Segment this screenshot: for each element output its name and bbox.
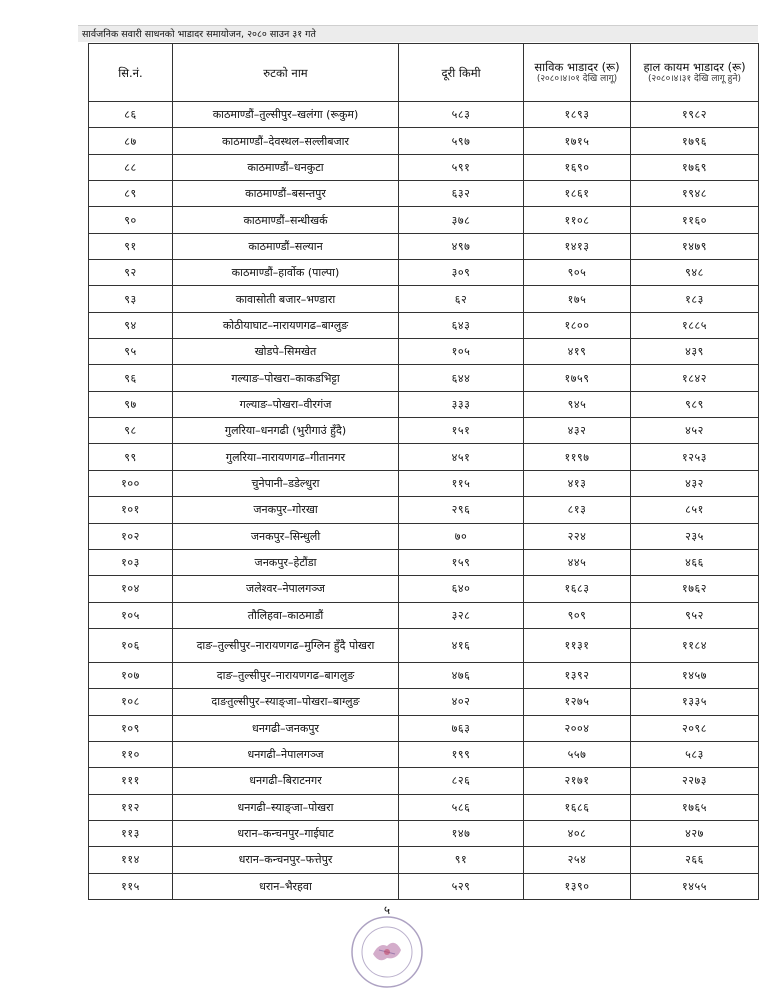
old-fare-note: (२०८०।४।०१ देखि लागू) [536, 74, 618, 84]
cell-route: धरान–कन्चनपुर–फत्तेपुर [173, 847, 399, 873]
new-fare-note: (२०८०।४।३१ देखि लागू हुने) [648, 74, 741, 84]
cell-sn: ११२ [89, 794, 173, 820]
cell-route: काठमाण्डौं–सन्धीखर्क [173, 207, 399, 233]
cell-distance: ९१ [399, 847, 524, 873]
cell-new-fare: २२७३ [631, 768, 759, 794]
cell-route: काठमाण्डौं–देवस्थल–सल्लीबजार [173, 128, 399, 154]
fare-table [88, 43, 759, 900]
cell-distance: ६४० [399, 576, 524, 602]
cell-sn: ९१ [89, 233, 173, 259]
cell-distance: ७६३ [399, 715, 524, 741]
cell-old-fare: १८९३ [524, 102, 631, 128]
cell-distance: ५२९ [399, 873, 524, 899]
cell-route: कावासोती बजार–भण्डारा [173, 286, 399, 312]
cell-sn: १०० [89, 470, 173, 496]
cell-route: जनकपुर–गोरखा [173, 497, 399, 523]
cell-new-fare: १४७९ [631, 233, 759, 259]
cell-old-fare: १६८६ [524, 794, 631, 820]
table-row [89, 689, 759, 715]
cell-distance: १९९ [399, 741, 524, 767]
cell-new-fare: १७६५ [631, 794, 759, 820]
cell-sn: १०६ [89, 628, 173, 662]
table-row [89, 286, 759, 312]
cell-new-fare: ९४८ [631, 260, 759, 286]
cell-distance: ५९१ [399, 154, 524, 180]
cell-route: गुलरिया–धनगढी (भुरीगाउं हुँदै) [173, 418, 399, 444]
table-row [89, 662, 759, 688]
cell-new-fare: ९८९ [631, 391, 759, 417]
cell-sn: ११५ [89, 873, 173, 899]
cell-distance: ५८६ [399, 794, 524, 820]
cell-old-fare: ४०८ [524, 820, 631, 846]
office-seal-stamp [349, 914, 425, 994]
cell-old-fare: १८०० [524, 312, 631, 338]
header-title: सार्वजनिक सवारी साधनको भाडादर समायोजन, २०८० साउन ३१ गते [82, 29, 316, 40]
cell-sn: ९६ [89, 365, 173, 391]
cell-sn: १०९ [89, 715, 173, 741]
cell-distance: ४५१ [399, 444, 524, 470]
cell-distance: ३७८ [399, 207, 524, 233]
cell-route: धरान–कन्चनपुर–गाईघाट [173, 820, 399, 846]
cell-distance: ७० [399, 523, 524, 549]
cell-new-fare: १७६२ [631, 576, 759, 602]
cell-old-fare: १२७५ [524, 689, 631, 715]
cell-sn: ११४ [89, 847, 173, 873]
table-row [89, 365, 759, 391]
cell-route: धनगढी–जनकपुर [173, 715, 399, 741]
cell-distance: ४९७ [399, 233, 524, 259]
cell-new-fare: ४५२ [631, 418, 759, 444]
cell-sn: ९९ [89, 444, 173, 470]
table-row [89, 391, 759, 417]
cell-sn: ९७ [89, 391, 173, 417]
cell-new-fare: १९४८ [631, 181, 759, 207]
cell-old-fare: ४१३ [524, 470, 631, 496]
cell-sn: ८८ [89, 154, 173, 180]
table-row [89, 741, 759, 767]
cell-new-fare: १७९६ [631, 128, 759, 154]
table-row [89, 549, 759, 575]
cell-route: चुनेपानी–डडेल्धुरा [173, 470, 399, 496]
cell-sn: ९० [89, 207, 173, 233]
cell-old-fare: १३९२ [524, 662, 631, 688]
cell-distance: ६२ [399, 286, 524, 312]
cell-new-fare: १२५३ [631, 444, 759, 470]
document-header [78, 25, 758, 42]
cell-sn: ९८ [89, 418, 173, 444]
table-row [89, 312, 759, 338]
table-row [89, 233, 759, 259]
cell-route: तौलिहवा–काठमाडौं [173, 602, 399, 628]
cell-old-fare: १४१३ [524, 233, 631, 259]
cell-route: जनकपुर–हेटौंडा [173, 549, 399, 575]
cell-new-fare: २३५ [631, 523, 759, 549]
cell-route: काठमाण्डौं–तुल्सीपुर–खलंगा (रूकुम) [173, 102, 399, 128]
cell-route: दाङ–तुल्सीपुर–नारायणगढ–बागलुङ [173, 662, 399, 688]
table-row [89, 154, 759, 180]
table-row [89, 820, 759, 846]
cell-route: गल्याङ–पोखरा–काकडभिट्टा [173, 365, 399, 391]
cell-old-fare: १७५ [524, 286, 631, 312]
col-header-distance: दूरी किमी [399, 44, 524, 102]
table-row [89, 444, 759, 470]
table-row [89, 847, 759, 873]
cell-route: कोठीयाघाट–नारायणगढ–बाग्लुङ [173, 312, 399, 338]
col-header-old-fare [524, 44, 631, 102]
cell-distance: ११५ [399, 470, 524, 496]
cell-old-fare: २००४ [524, 715, 631, 741]
cell-sn: १०१ [89, 497, 173, 523]
cell-sn: ८९ [89, 181, 173, 207]
old-fare-label: साविक भाडादर (रू) [534, 60, 620, 74]
cell-new-fare: १७६९ [631, 154, 759, 180]
cell-old-fare: २१७१ [524, 768, 631, 794]
cell-distance: ८२६ [399, 768, 524, 794]
cell-distance: २९६ [399, 497, 524, 523]
table-row [89, 207, 759, 233]
table-row [89, 715, 759, 741]
cell-sn: १०३ [89, 549, 173, 575]
table-row [89, 576, 759, 602]
table-row [89, 260, 759, 286]
table-row [89, 102, 759, 128]
cell-old-fare: ११९७ [524, 444, 631, 470]
cell-sn: ९५ [89, 339, 173, 365]
cell-sn: १०२ [89, 523, 173, 549]
cell-distance: ४०२ [399, 689, 524, 715]
cell-old-fare: १६८३ [524, 576, 631, 602]
cell-distance: ३२८ [399, 602, 524, 628]
cell-route: दाङ–तुल्सीपुर–नारायणगढ–मुग्लिन हुँदै पोखरा [173, 628, 399, 662]
cell-old-fare: १८६१ [524, 181, 631, 207]
table-header-row [89, 44, 759, 102]
cell-route: खोडपे–सिमखेत [173, 339, 399, 365]
fare-table-body [89, 102, 759, 900]
cell-new-fare: ५८३ [631, 741, 759, 767]
cell-old-fare: २२४ [524, 523, 631, 549]
cell-distance: ६३२ [399, 181, 524, 207]
cell-distance: ६४४ [399, 365, 524, 391]
table-row [89, 523, 759, 549]
cell-sn: ९२ [89, 260, 173, 286]
col-header-new-fare [631, 44, 759, 102]
cell-distance: ३३३ [399, 391, 524, 417]
cell-sn: १११ [89, 768, 173, 794]
cell-new-fare: १४५५ [631, 873, 759, 899]
cell-route: धनगढी–बिराटनगर [173, 768, 399, 794]
cell-new-fare: ११६० [631, 207, 759, 233]
cell-sn: ८६ [89, 102, 173, 128]
cell-new-fare: ४३९ [631, 339, 759, 365]
cell-distance: ४७६ [399, 662, 524, 688]
cell-old-fare: ४४५ [524, 549, 631, 575]
cell-sn: १०७ [89, 662, 173, 688]
cell-sn: ९३ [89, 286, 173, 312]
table-row [89, 181, 759, 207]
cell-new-fare: ११८४ [631, 628, 759, 662]
cell-old-fare: १६९० [524, 154, 631, 180]
cell-old-fare: ४३२ [524, 418, 631, 444]
cell-old-fare: १३९० [524, 873, 631, 899]
cell-route: काठमाण्डौं–धनकुटा [173, 154, 399, 180]
cell-distance: १०५ [399, 339, 524, 365]
cell-sn: १०५ [89, 602, 173, 628]
table-row [89, 418, 759, 444]
cell-sn: १०४ [89, 576, 173, 602]
cell-route: जलेश्वर–नेपालगञ्ज [173, 576, 399, 602]
cell-new-fare: २६६ [631, 847, 759, 873]
cell-new-fare: ४६६ [631, 549, 759, 575]
cell-new-fare: ४३२ [631, 470, 759, 496]
cell-sn: ११० [89, 741, 173, 767]
page-number: ५ [383, 903, 391, 917]
cell-route: धनगढी–नेपालगञ्ज [173, 741, 399, 767]
cell-route: धरान–भैरहवा [173, 873, 399, 899]
cell-sn: ११३ [89, 820, 173, 846]
cell-distance: ६४३ [399, 312, 524, 338]
table-row [89, 873, 759, 899]
new-fare-label: हाल कायम भाडादर (रू) [643, 60, 746, 74]
cell-distance: ३०९ [399, 260, 524, 286]
table-row [89, 628, 759, 662]
cell-old-fare: १७५९ [524, 365, 631, 391]
cell-old-fare: २५४ [524, 847, 631, 873]
cell-sn: १०८ [89, 689, 173, 715]
cell-new-fare: ४२७ [631, 820, 759, 846]
cell-route: काठमाण्डौं–सल्यान [173, 233, 399, 259]
cell-route: धनगढी–स्याङ्जा–पोखरा [173, 794, 399, 820]
cell-new-fare: ९५२ [631, 602, 759, 628]
table-row [89, 470, 759, 496]
col-header-sn: सि.नं. [89, 44, 173, 102]
cell-new-fare: १८३ [631, 286, 759, 312]
cell-new-fare: ८५१ [631, 497, 759, 523]
table-row [89, 768, 759, 794]
cell-distance: १५१ [399, 418, 524, 444]
cell-route: गल्याङ–पोखरा–वीरगंज [173, 391, 399, 417]
cell-old-fare: ११०८ [524, 207, 631, 233]
cell-new-fare: १८८५ [631, 312, 759, 338]
cell-new-fare: २०९८ [631, 715, 759, 741]
cell-distance: ४१६ [399, 628, 524, 662]
cell-sn: ९४ [89, 312, 173, 338]
col-header-route: रुटको नाम [173, 44, 399, 102]
cell-distance: १४७ [399, 820, 524, 846]
cell-new-fare: १९८२ [631, 102, 759, 128]
cell-route: काठमाण्डौं–बसन्तपुर [173, 181, 399, 207]
cell-old-fare: ५५७ [524, 741, 631, 767]
cell-old-fare: ४१९ [524, 339, 631, 365]
table-row [89, 128, 759, 154]
cell-new-fare: १३३५ [631, 689, 759, 715]
cell-distance: १५९ [399, 549, 524, 575]
cell-sn: ८७ [89, 128, 173, 154]
cell-old-fare: १७१५ [524, 128, 631, 154]
cell-old-fare: ११३१ [524, 628, 631, 662]
cell-old-fare: ८१३ [524, 497, 631, 523]
cell-route: काठमाण्डौं–हार्वोक (पाल्पा) [173, 260, 399, 286]
table-row [89, 602, 759, 628]
cell-old-fare: ९०५ [524, 260, 631, 286]
table-row [89, 339, 759, 365]
cell-route: जनकपुर–सिन्धुली [173, 523, 399, 549]
cell-distance: ५८३ [399, 102, 524, 128]
cell-new-fare: १८४२ [631, 365, 759, 391]
table-row [89, 497, 759, 523]
cell-old-fare: ९०९ [524, 602, 631, 628]
cell-new-fare: १४५७ [631, 662, 759, 688]
table-row [89, 794, 759, 820]
cell-route: दाङतुल्सीपुर–स्याङ्जा–पोखरा–बाग्लुङ [173, 689, 399, 715]
cell-old-fare: ९४५ [524, 391, 631, 417]
cell-route: गुलरिया–नारायणगढ–गीतानगर [173, 444, 399, 470]
cell-distance: ५९७ [399, 128, 524, 154]
